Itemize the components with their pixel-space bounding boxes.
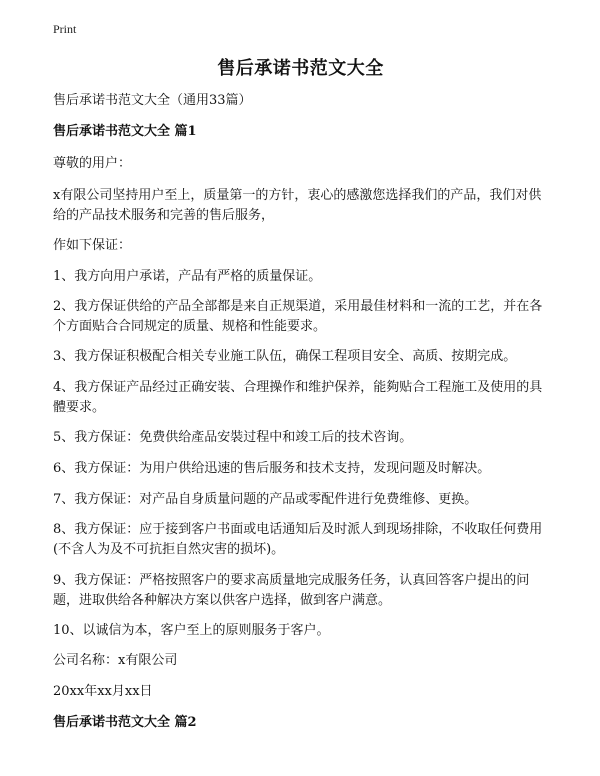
list-item: 3、我方保证积极配合相关专业施工队伍，确保工程项目安全、高质、按期完成。 xyxy=(53,349,517,364)
list-item: 2、我方保证供给的产品全部都是来自正规渠道，采用最佳材料和一流的工艺，并在各个方面贴合合同规定的质量、规格和性能要求。 xyxy=(53,299,543,334)
greeting: 尊敬的用户： xyxy=(53,156,132,171)
list-item: 10、以诚信为本，客户至上的原则服务于客户。 xyxy=(53,623,330,638)
list-item: 5、我方保证：免费供给產品安裝过程中和竣工后的技术咨询。 xyxy=(53,430,413,445)
company-name-line: 公司名称：x有限公司 xyxy=(53,653,178,668)
list-item: 1、我方向用户承诺，产品有严格的质量保证。 xyxy=(53,269,322,284)
print-link[interactable]: Print xyxy=(53,22,77,36)
list-item: 8、我方保证：应于接到客户书面或电话通知后及时派人到现场排除，不收取任何费用(不含人为及不可抗拒自然灾害的损坏)。 xyxy=(53,522,543,557)
document-title: 售后承诺书范文大全 xyxy=(217,58,384,79)
section-heading-1: 售后承诺书范文大全 篇1 xyxy=(53,124,197,139)
section-heading-2: 售后承诺书范文大全 篇2 xyxy=(53,715,197,730)
list-item: 9、我方保证：严格按照客户的要求高质量地完成服务任务，认真回答客户提出的问题，进取供给各种解决方案以供客户选择，做到客户满意。 xyxy=(53,573,530,608)
lead-line: 作如下保证： xyxy=(53,238,132,253)
list-item: 4、我方保证产品经过正确安装、合理操作和维护保养，能夠贴合工程施工及使用的具體要求。 xyxy=(53,380,543,415)
intro-line: 售后承诺书范文大全（通用33篇） xyxy=(53,93,252,108)
list-item: 7、我方保证：对产品自身质量问题的产品或零配件进行免费维修、更换。 xyxy=(53,492,478,507)
date-line: 20xx年xx月xx日 xyxy=(53,684,153,699)
list-item: 6、我方保证：为用户供给迅速的售后服务和技术支持，发现问题及时解决。 xyxy=(53,461,491,476)
paragraph-intro: x有限公司坚持用户至上，质量第一的方针，衷心的感激您选择我们的产品，我们对供给的产品技术服务和完善的售后服务， xyxy=(53,188,542,223)
